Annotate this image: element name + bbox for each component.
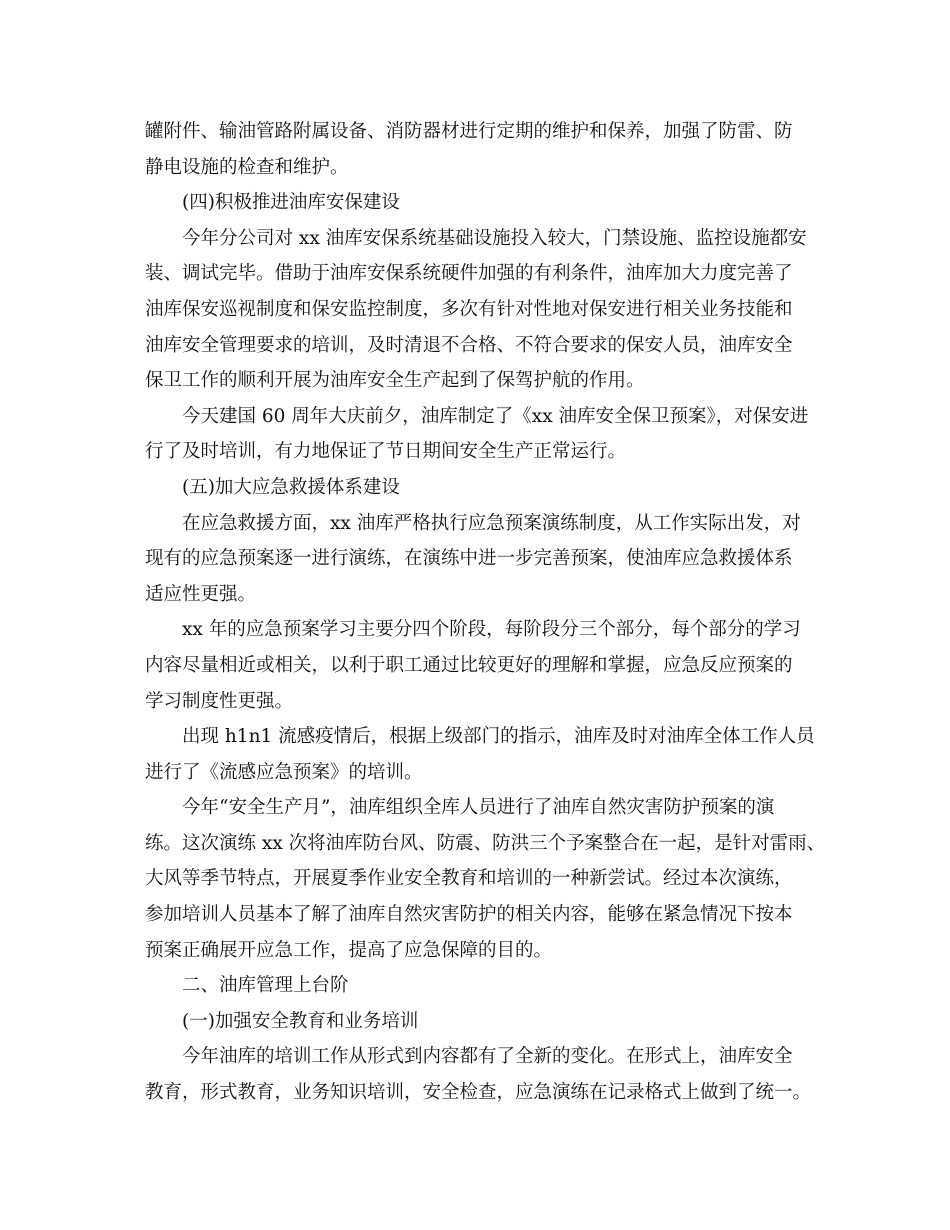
document-body — [145, 114, 825, 1111]
text-line-5: 装、调试完毕。借助于油库安保系统硬件加强的有利条件，油库加大力度完善了 — [145, 263, 793, 285]
section-heading-4: (四)积极推进油库安保建设 — [182, 192, 400, 214]
text-line-9: 今天建国 60 周年大庆前夕，油库制定了《xx 油库安全保卫预案》，对保安进 — [182, 405, 809, 427]
text-line-28: 教育，形式教育，业务知识培训，安全检查，应急演练在记录格式上做到了统一。 — [145, 1082, 812, 1104]
text-line-15: xx 年的应急预案学习主要分四个阶段，每阶段分三个部分，每个部分的学习 — [182, 619, 801, 641]
text-line-13: 现有的应急预案逐一进行演练，在演练中进一步完善预案，使油库应急救援体系 — [145, 548, 793, 570]
text-line-17: 学习制度性更强。 — [145, 690, 294, 712]
section-heading-1: (一)加强安全教育和业务培训 — [182, 1010, 419, 1032]
chapter-heading-2: 二、油库管理上台阶 — [182, 975, 349, 997]
text-line-6: 油库保安巡视制度和保安监控制度，多次有针对性地对保安进行相关业务技能和 — [145, 298, 793, 320]
text-line-8: 保卫工作的顺利开展为油库安全生产起到了保驾护航的作用。 — [145, 370, 645, 392]
text-line-2: 静电设施的检查和维护。 — [145, 156, 349, 178]
text-line-23: 参加培训人员基本了解了油库自然灾害防护的相关内容，能够在紧急情况下按本 — [145, 904, 793, 926]
text-line-18: 出现 h1n1 流感疫情后，根据上级部门的指示，油库及时对油库全体工作人员 — [182, 726, 815, 748]
text-line-4: 今年分公司对 xx 油库安保系统基础设施投入较大，门禁设施、监控设施都安 — [182, 227, 807, 249]
section-heading-5: (五)加大应急救援体系建设 — [182, 476, 400, 498]
text-line-16: 内容尽量相近或相关，以利于职工通过比较更好的理解和掌握，应急反应预案的 — [145, 654, 793, 676]
text-line-27: 今年油库的培训工作从形式到内容都有了全新的变化。在形式上，油库安全 — [182, 1046, 793, 1068]
text-line-24: 预案正确展开应急工作，提高了应急保障的目的。 — [145, 939, 553, 961]
text-line-21: 练。这次演练 xx 次将油库防台风、防震、防洪三个予案整合在一起，是针对雷雨、 — [145, 832, 826, 854]
text-line-14: 适应性更强。 — [145, 583, 257, 605]
text-line-12: 在应急救援方面，xx 油库严格执行应急预案演练制度，从工作实际出发，对 — [182, 512, 801, 534]
text-line-20: 今年“安全生产月”，油库组织全库人员进行了油库自然灾害防护预案的演 — [182, 797, 775, 819]
text-line-1: 罐附件、输油管路附属设备、消防器材进行定期的维护和保养，加强了防雷、防 — [145, 121, 793, 142]
text-line-10: 行了及时培训，有力地保证了节日期间安全生产正常运行。 — [145, 441, 627, 463]
text-line-7: 油库安全管理要求的培训，及时清退不合格、不符合要求的保安人员，油库安全 — [145, 334, 793, 356]
text-line-19: 进行了《流感应急预案》的培训。 — [145, 761, 423, 783]
text-line-22: 大风等季节特点，开展夏季作业安全教育和培训的一种新尝试。经过本次演练， — [145, 868, 793, 890]
